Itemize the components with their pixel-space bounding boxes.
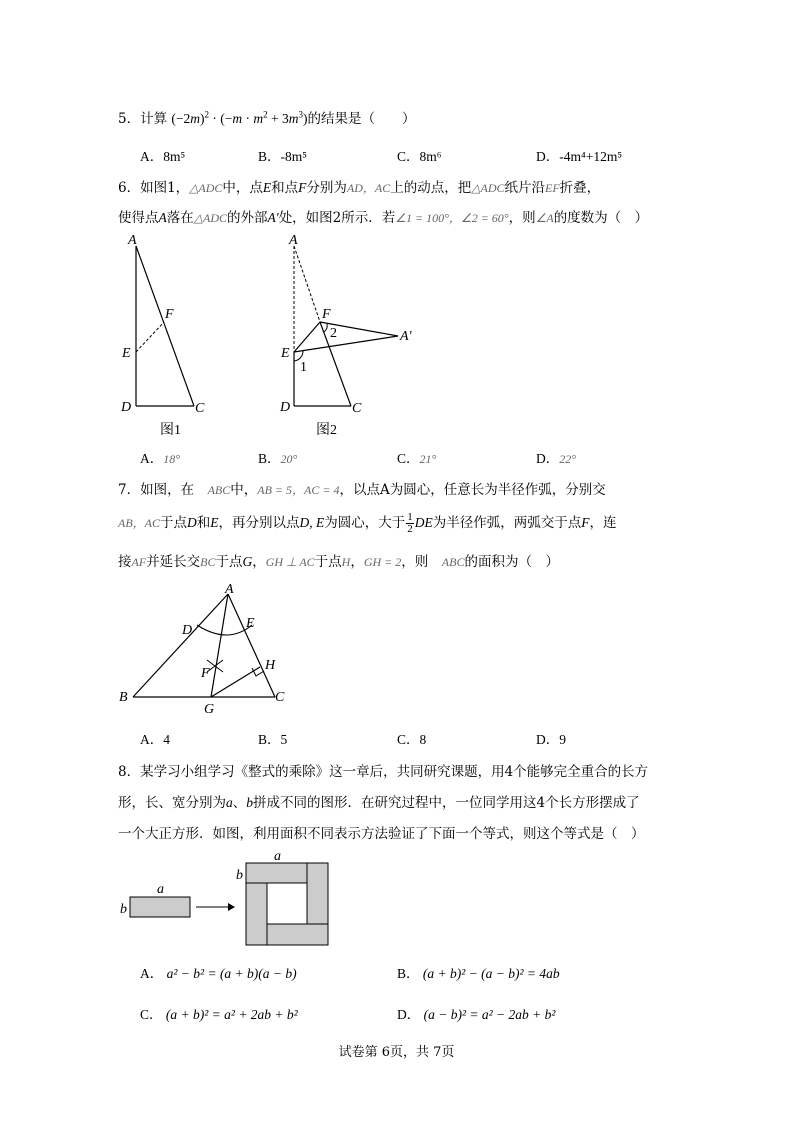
q8-label-a-small: a — [157, 882, 164, 897]
q8-option-b: B． (a + b)² − (a − b)² = 4ab — [397, 966, 560, 981]
q7-label-e: E — [246, 616, 255, 631]
q8-option-a: A． a² − b² = (a + b)(a − b) — [140, 966, 297, 981]
q7-label-h: H — [265, 658, 276, 673]
q7-option-a: A．4 — [140, 732, 170, 747]
q8-label-b-small: b — [120, 902, 127, 917]
fig2-caption: 图2 — [316, 423, 337, 438]
q7-option-c: C．8 — [397, 732, 427, 747]
q6-stem-line2: 使得点A落在△ADC的外部A′处，如图2所示．若∠1 = 100°，∠2 = 60°，则∠A的度数为（ ） — [118, 210, 649, 226]
fig1-label-f: F — [165, 307, 174, 322]
q8-stem-line3: 一个大正方形．如图，利用面积不同表示方法验证了下面一个等式，则这个等式是（ ） — [118, 826, 645, 842]
q5-option-c: C．8m⁶ — [397, 149, 442, 164]
fig2-label-angle1: 1 — [300, 360, 307, 375]
q8-option-d: D． (a − b)² = a² − 2ab + b² — [397, 1007, 556, 1022]
fig2-label-aprime: A′ — [400, 329, 412, 344]
q7-stem-line3: 接AF并延长交BC于点G，GH ⊥ AC于点H，GH = 2，则 ABC的面积为（ ） — [118, 554, 559, 570]
q5-option-d: D．-4m⁴+12m⁵ — [536, 149, 623, 164]
q7-label-c: C — [275, 690, 285, 705]
q5-expression: $(-2m)^2 \cdot (-m \cdot m^2 + 3m^3)$ — [171, 109, 308, 126]
q6-option-a: A．18° — [140, 451, 181, 466]
fig2-label-e: E — [281, 346, 290, 361]
q6-option-c: C．21° — [397, 451, 437, 466]
fig1-label-d: D — [121, 400, 132, 415]
q6-option-d: D．22° — [536, 451, 577, 466]
q7-option-b: B．5 — [258, 732, 288, 747]
fig2-label-a: A — [289, 233, 298, 248]
q6-stem-line1: 6．如图1，△ADC中，点E和点F分别为AD，AC上的动点，把△ADC纸片沿EF折叠， — [118, 180, 601, 196]
fig1-caption: 图1 — [160, 423, 181, 438]
q6-option-b: B．20° — [258, 451, 298, 466]
q8-stem-line1: 8．某学习小组学习《整式的乘除》这一章后，共同研究课题，用4个能够完全重合的长方 — [118, 764, 649, 780]
q8-stem-line2: 形，长、宽分别为a、b拼成不同的图形．在研究过程中，一位同学用这4个长方形摆成了 — [118, 795, 640, 811]
q8-label-b-big: b — [236, 868, 243, 883]
q7-option-d: D．9 — [536, 732, 566, 747]
q8-label-a-big: a — [274, 849, 281, 864]
q5-suffix: 的结果是（ ） — [307, 111, 416, 127]
fig2-label-angle2: 2 — [330, 326, 337, 341]
q7-label-g: G — [204, 702, 215, 717]
q7-label-d: D — [182, 623, 193, 638]
q7-label-b: B — [119, 690, 128, 705]
q5-option-a: A．8m⁵ — [140, 149, 186, 164]
q8-option-c: C． (a + b)² = a² + 2ab + b² — [140, 1007, 298, 1022]
fig1-label-a: A — [128, 233, 137, 248]
q5-number: 5． — [118, 111, 141, 127]
fig1-label-c: C — [195, 401, 205, 416]
fig2-label-c: C — [352, 401, 362, 416]
q7-label-f: F — [201, 666, 210, 681]
q5-option-b: B．-8m⁵ — [258, 149, 307, 164]
fig2-label-f: F — [322, 307, 331, 322]
q7-label-a: A — [225, 582, 234, 597]
page-footer: 试卷第 6页，共 7页 — [338, 1045, 455, 1060]
fig2-label-d: D — [280, 400, 291, 415]
fig1-label-e: E — [122, 346, 131, 361]
q5-prefix: 计算 — [140, 111, 168, 127]
q7-stem-line2: AB，AC于点D和E，再分别以点D, E为圆心，大于 $\frac{1}{2}$ DE为半径作弧，两弧交于点F，连 — [118, 511, 617, 535]
q7-stem-line1: 7．如图，在 ABC中，AB = 5，AC = 4，以点A为圆心，任意长为半径作弧，分别交 — [118, 482, 606, 498]
q7-fraction: $\frac{1}{2}$ — [407, 511, 413, 535]
